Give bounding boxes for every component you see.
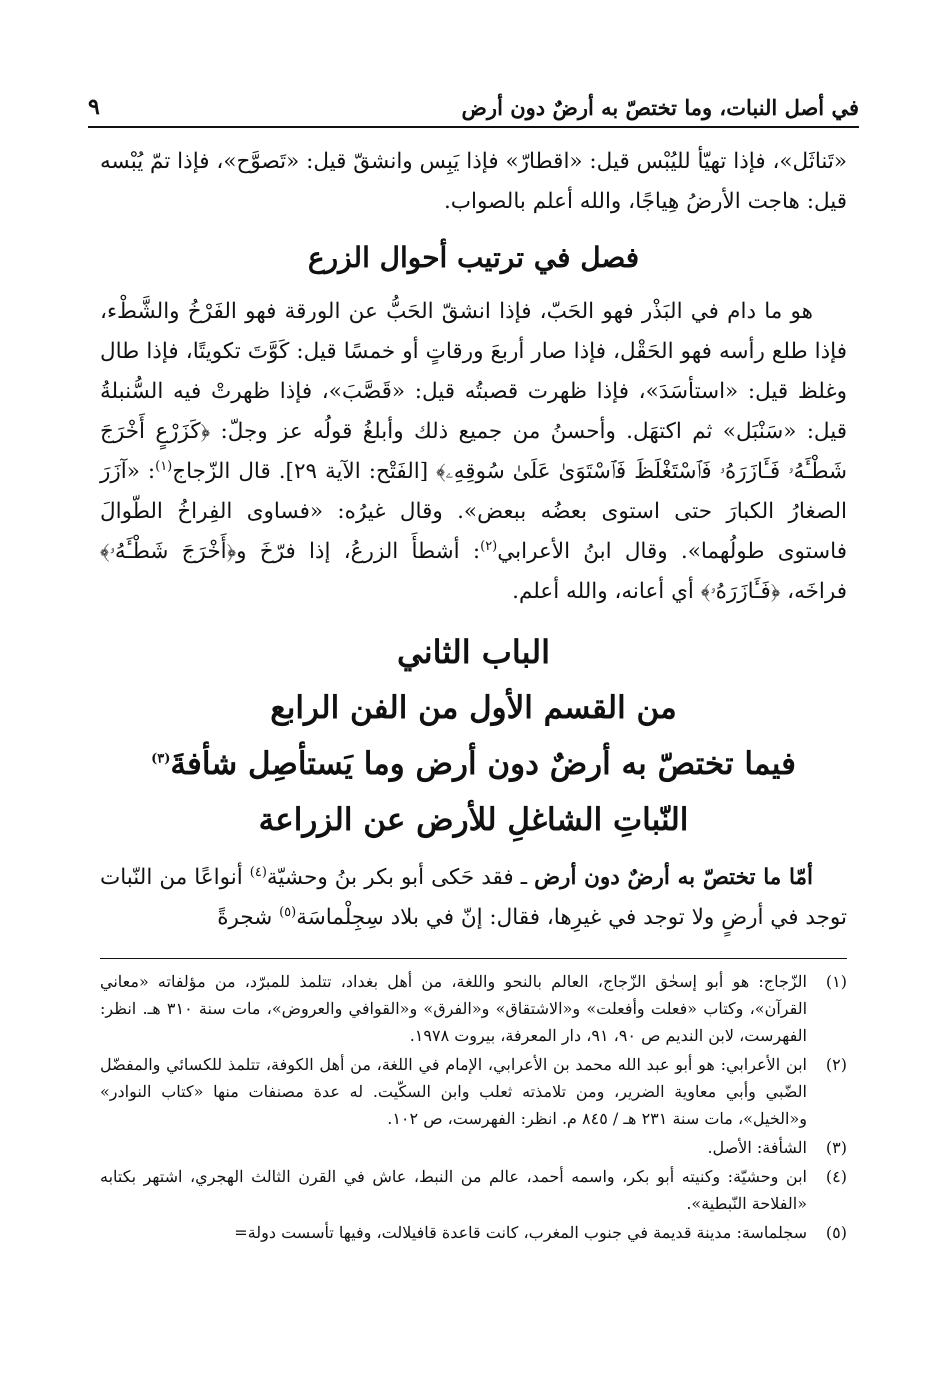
- footnote-number: (٢): [825, 1055, 847, 1074]
- chapter-line-1: الباب الثاني: [397, 633, 550, 671]
- footnote-number: (٥): [825, 1223, 847, 1242]
- footnote-marker-3[interactable]: (٣): [151, 751, 171, 767]
- footnote-text: الزّجاج: هو أبو إسحٰق الزّجاج، العالم بالنحو واللغة، من أهل بغداد، تتلمذ للمبرّد، من مؤلفاته «معاني القرآن»، وكتاب «فعلت وأفعلت» و«الاشتقاق» و«الفرق» و«القوافي والعروض»، مات سنة ٣١٠ هـ. انظر: الفهرست، لابن النديم ص ٩٠، ٩١، دار المعرفة، بيروت ١٩٧٨.: [100, 972, 808, 1045]
- chapter-line-3-text: فيما تختصّ به أرضٌ دون أرض وما يَستأصِل شأفةَ: [170, 746, 796, 782]
- section2-text-2: أنواعًا من النّبات توجد في أرضٍ ولا توجد في غيرِها، فقال: إنّ في بلاد سِجِلْماسَة: [100, 865, 847, 930]
- footnotes: [100, 968, 847, 1248]
- section-title: فصل في ترتيب أحوال الزرع: [307, 241, 640, 274]
- footnote-text: سجلماسة: مدينة قديمة في جنوب المغرب، كانت قاعدة قافيلالت، وفيها تأسست دولة=: [234, 1223, 807, 1242]
- chapter-line-4: النّباتِ الشاغلِ للأرض عن الزراعة: [258, 802, 689, 838]
- section-text-1: هو ما دام في البَذْر فهو الحَبّ، فإذا انشقّ الحَبُّ عن الورقة فهو الفَرْخُ والشَّطْء، فإذا طلع رأسه فهو الحَقْل، فإذا صار أربعَ ورقاتٍ أو خمسًا قيل: كَوَّتَ تكويتًا، فإذا طال وغلظ قيل: «استأسَدَ»، فإذا ظهرت قصبتُه قيل: «قَصَّبَ»، فإذا ظهرتْ فيه السُّنبلةُ قيل: «سَنْبَل» ثم اكتهَل. وأحسنُ من جميع ذلك وأبلغُ قولُه عز وجلّ: ﴿كَزَرْعٍ أَخْرَجَ شَطْـَٔهُۥ فَـَٔازَرَهُۥ فَٱسْتَغْلَظَ فَٱسْتَوَىٰ عَلَىٰ سُوقِهِۦ﴾ [الفَتْح: الآية ٢٩]. قال الزّجاج: [100, 299, 847, 484]
- footnote-marker-5[interactable]: (٥): [279, 904, 297, 920]
- footnote: [100, 1134, 847, 1161]
- section2-text-1: ـ فقد حَكى أبو بكر بنُ وحشيّة: [266, 865, 535, 890]
- chapter-heading: [100, 624, 847, 848]
- section-text-3: : أشطأَ الزرعُ، إذا فرّخَ و﴿أَخْرَجَ شَطْـَٔهُۥ﴾ فراخَه، ﴿فَـَٔازَرَهُۥ﴾ أي أعانه، والله أعلم.: [100, 539, 847, 604]
- section-paragraph: [100, 292, 847, 612]
- footnote: [100, 968, 847, 1049]
- footnote: [100, 1163, 847, 1217]
- footnote-text: الشأفة: الأصل.: [707, 1138, 807, 1157]
- running-header: [88, 84, 859, 120]
- main-text: [100, 142, 847, 938]
- header-rule: [88, 126, 859, 128]
- footnote: [100, 1219, 847, 1246]
- section-text-2: : «آزَرَ الصغارُ الكبارَ حتى استوى بعضُه ببعض». وقال غيرُه: «فساوى الفِراخُ الطّوالَ فاستوى طولُهما». وقال ابنُ الأعرابي: [100, 459, 847, 564]
- footnote-rule: [100, 958, 847, 959]
- footnote-number: (٤): [825, 1167, 847, 1186]
- chapter-line-3: [100, 736, 847, 792]
- footnote-text: ابن الأعرابي: هو أبو عبد الله محمد بن الأعرابي، الإمام في اللغة، من أهل الكوفة، تتلمذ للكسائي والمفضّل الضّبي وأبي معاوية الضرير، ومن تلامذته ثعلب وابن السكّيت. له عدة مصنفات منها «كتاب النوادر» و«الخيل»، مات سنة ٢٣١ هـ / ٨٤٥ م. انظر: الفهرست، ص ١٠٢.: [100, 1055, 807, 1128]
- footnote: [100, 1051, 847, 1132]
- footnote-number: (١): [825, 972, 847, 991]
- footnote-marker-1[interactable]: (١): [155, 458, 173, 474]
- page-number: ٩: [88, 94, 100, 120]
- chapter-line-2: من القسم الأول من الفن الرابع: [270, 690, 677, 726]
- footnote-text: ابن وحشيّة: وكنيته أبو بكر، واسمه أحمد، عالم من النبط، عاش في القرن الثالث الهجري، اشتهر بكتابه «الفلاحة النّبطية».: [100, 1167, 807, 1213]
- footnote-marker-4[interactable]: (٤): [249, 864, 267, 880]
- section2-paragraph: [100, 858, 847, 938]
- section2-text-3: شجرةً: [217, 905, 280, 930]
- footnote-number: (٣): [825, 1138, 847, 1157]
- header-title: في أصل النبات، وما تختصّ به أرضٌ دون أرض: [461, 95, 859, 120]
- section2-lead: أمّا ما تختصّ به أرضٌ دون أرض: [534, 865, 814, 890]
- footnote-marker-2[interactable]: (٢): [480, 538, 498, 554]
- paragraph-top: «تَناثَل»، فإذا تهيّأ لليُبْس قيل: «اقطارّ» فإذا يَبِس وانشقّ قيل: «تَصوَّح»، فإذا تمّ يُبْسه قيل: هاجت الأرضُ هِياجًا، والله أعلم بالصواب.: [100, 149, 847, 214]
